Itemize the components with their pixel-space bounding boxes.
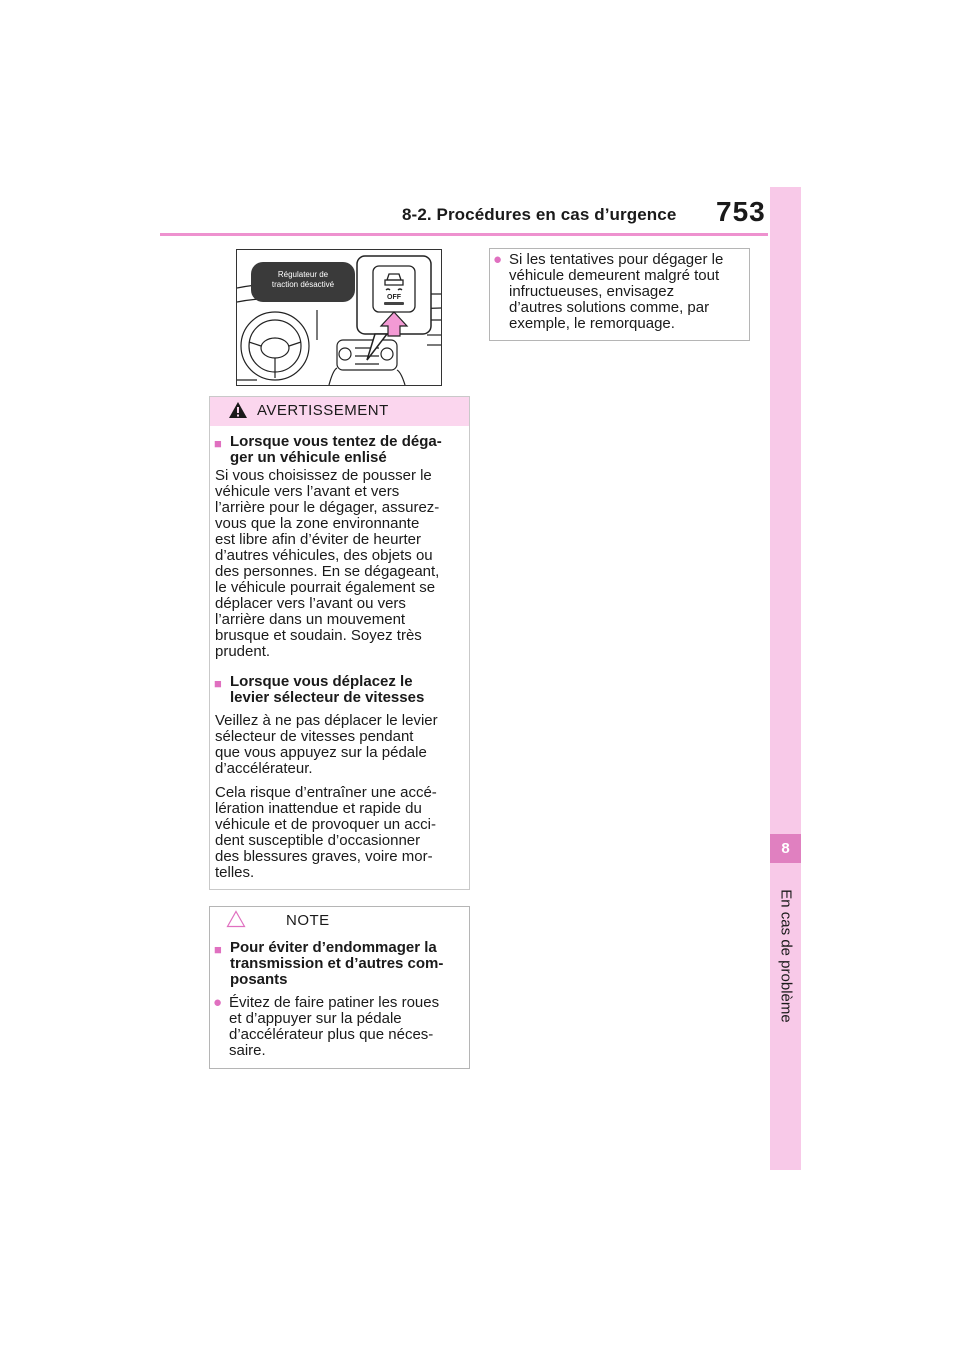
callout-line1: Régulateur de	[277, 270, 329, 279]
warning-icon	[228, 401, 248, 419]
right-bullet-line: exemple, le remorquage.	[509, 315, 675, 332]
right-bullet-text	[509, 252, 723, 332]
header-divider	[160, 233, 768, 236]
warning-item1-line: brusque et soudain. Soyez très	[215, 627, 422, 644]
warning-item2-line: d’accélérateur.	[215, 760, 313, 777]
warning-item1-line: est libre afin d’éviter de heurter	[215, 531, 421, 548]
chapter-number: 8	[781, 840, 790, 857]
note-bullet-marker: ●	[213, 994, 223, 1011]
warning-item2-title-line: Lorsque vous déplacez le	[230, 673, 413, 690]
note-item-marker: ■	[214, 942, 222, 957]
warning-item1-line: véhicule vers l’avant et vers	[215, 483, 400, 500]
warning-item1-title-line: Lorsque vous tentez de déga-	[230, 433, 442, 450]
note-item-title-line: transmission et d’autres com-	[230, 955, 444, 972]
warning-item2-line: dent susceptible d’occasionner	[215, 832, 421, 849]
note-item-title-line: Pour éviter d’endommager la	[230, 939, 437, 956]
warning-item1-marker: ■	[214, 436, 222, 451]
warning-item2-text1	[215, 713, 438, 777]
note-bullet-line: saire.	[229, 1042, 266, 1059]
warning-item1-text	[215, 468, 439, 660]
note-bullet-line: d’accélérateur plus que néces-	[229, 1026, 434, 1043]
page-number: 753	[716, 196, 766, 227]
right-bullet-line: Si les tentatives pour dégager le	[509, 251, 724, 268]
warning-item2-text2	[215, 785, 437, 881]
section-title: 8-2. Procédures en cas d’urgence	[402, 205, 677, 224]
warning-item1-title-line: ger un véhicule enlisé	[230, 449, 387, 466]
warning-item1-line: le véhicule pourrait également se	[215, 579, 436, 596]
callout-line2: traction désactivé	[271, 280, 335, 289]
warning-item2-title	[230, 674, 424, 706]
warning-item1-line: déplacer vers l’avant ou vers	[215, 595, 406, 612]
caution-outline-icon	[226, 910, 246, 928]
warning-item1-line: des personnes. En se dégageant,	[215, 563, 440, 580]
callout-label	[251, 270, 355, 290]
note-bullet-line: Évitez de faire patiner les roues	[229, 994, 440, 1011]
warning-item1-line: prudent.	[215, 643, 271, 660]
warning-item2-line: telles.	[215, 864, 255, 881]
warning-item2-line: véhicule et de provoquer un acci-	[215, 816, 436, 833]
warning-item2-line: lération inattendue et rapide du	[215, 800, 422, 817]
right-bullet-line: d’autres solutions comme, par	[509, 299, 710, 316]
note-item-title-line: posants	[230, 971, 288, 988]
warning-item2-line: Cela risque d’entraîner une accé-	[215, 784, 437, 801]
right-bullet-line: infructueuses, envisagez	[509, 283, 675, 300]
dashboard-illustration	[236, 249, 442, 386]
warning-item2-line: sélecteur de vitesses pendant	[215, 728, 414, 745]
warning-item2-marker: ■	[214, 676, 222, 691]
warning-item1-title	[230, 434, 442, 466]
right-bullet-marker: ●	[493, 251, 503, 268]
warning-item1-line: vous que la zone environnante	[215, 515, 420, 532]
chapter-label-wrap	[772, 868, 800, 1043]
note-bullet-line: et d’appuyer sur la pédale	[229, 1010, 402, 1027]
note-heading: NOTE	[286, 912, 330, 929]
right-bullet-line: véhicule demeurent malgré tout	[509, 267, 720, 284]
warning-heading: AVERTISSEMENT	[257, 402, 389, 419]
warning-item1-line: Si vous choisissez de pousser le	[215, 467, 432, 484]
note-bullet-text	[229, 995, 439, 1059]
warning-item2-title-line: levier sélecteur de vitesses	[230, 689, 425, 706]
off-button-label: OFF	[387, 294, 401, 301]
warning-item2-line: que vous appuyez sur la pédale	[215, 744, 427, 761]
warning-item2-line: Veillez à ne pas déplacer le levier	[215, 712, 438, 729]
chapter-label: En cas de problème	[777, 888, 795, 1023]
warning-item1-line: l’arrière dans un mouvement	[215, 611, 406, 628]
warning-item2-line: des blessures graves, voire mor-	[215, 848, 433, 865]
note-item-title	[230, 940, 443, 988]
warning-item1-line: d’autres véhicules, des objets ou	[215, 547, 433, 564]
warning-item1-line: l’arrière pour le dégager, assurez-	[215, 499, 440, 516]
